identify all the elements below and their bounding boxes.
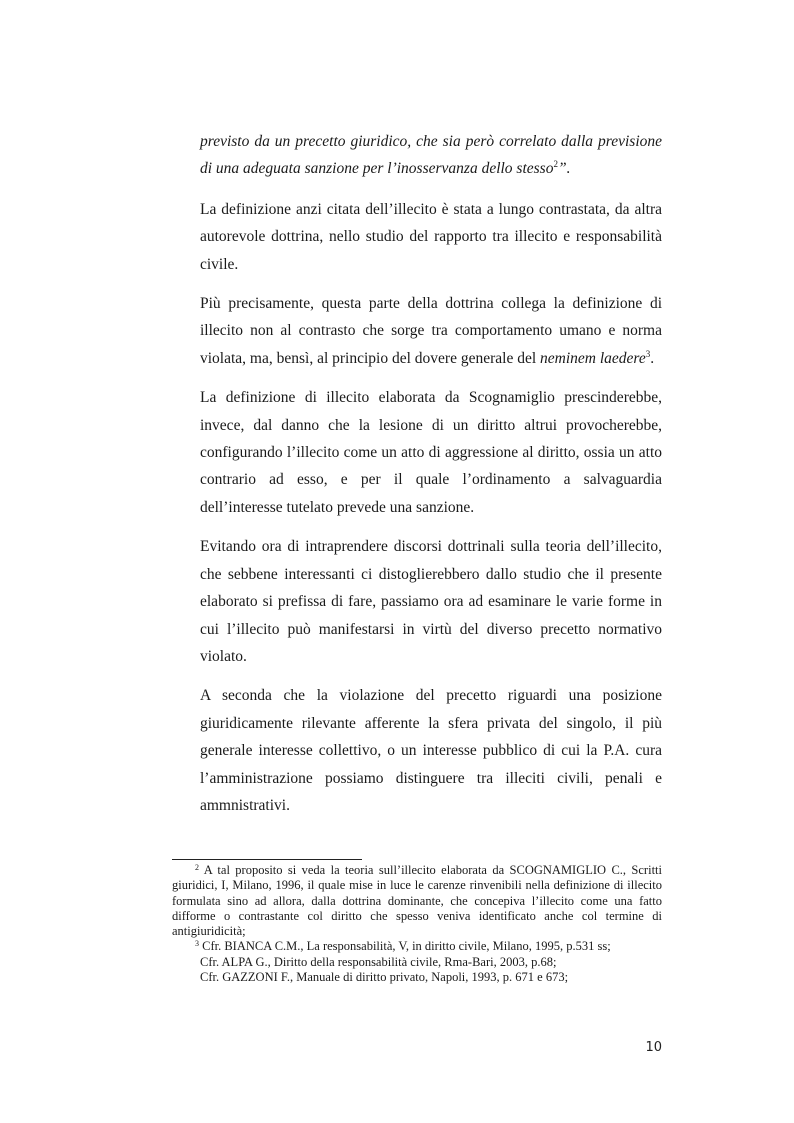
paragraph-1 (200, 128, 662, 183)
paragraph-3 (200, 290, 662, 372)
paragraph-6: A seconda che la violazione del precetto riguardi una posizione giuridicamente rilevante afferente la sfera privata del singolo, il più generale interesse collettivo, o un interesse pubblico di cui la P.A. cura l’amministrazione possiamo distinguere tra illeciti civili, penali e ammnistrativi. (200, 687, 662, 814)
footnote-ref-3[interactable]: 3 (645, 348, 651, 359)
body-text (200, 128, 662, 831)
footnotes (172, 863, 662, 985)
paragraph-4: La definizione di illecito elaborata da Scognamiglio prescinderebbe, invece, dal danno che la lesione di un diritto altrui provocherebbe, configurando l’illecito come un atto di aggressione al diritto, ossia un atto contrario ad esso, e per il quale l’ordinamento a salvaguardia dell’interesse tutelato prevede una sanzione. (200, 389, 662, 516)
paragraph-2: La definizione anzi citata dell’illecito è stata a lungo contrastata, da altra autorevole dottrina, nello studio del rapporto tra illecito e responsabilità civile. (200, 200, 662, 273)
paragraph-3-end: . (650, 349, 655, 367)
footnote-2-text: A tal proposito si veda la teoria sull’illecito elaborata da SCOGNAMIGLIO C., Scritti giuridici, I, Milano, 1996, il quale mise in luce le carenze rinvenibili nella definizione di illecito formulata sino ad allora, dalla dottrina dominante, che concepiva l’illecito come una fatto difforme o contrastante col diritto che spesso veniva identificato anche col termine di antigiuridicità; (172, 863, 662, 939)
quotation-text: previsto da un precetto giuridico, che sia però correlato dalla previsione di una adeguata sanzione per l’inosservanza dello stesso (200, 133, 662, 178)
footnote-3-line-2: Cfr. ALPA G., Diritto della responsabilità civile, Rma-Bari, 2003, p.68; (200, 954, 557, 969)
latin-term: neminem laedere (540, 349, 646, 367)
footnote-3-line-3: Cfr. GAZZONI F., Manuale di diritto privato, Napoli, 1993, p. 671 e 673; (200, 970, 569, 985)
footnote-2-number: 2 (195, 863, 199, 872)
paragraph-3-text: Più precisamente, questa parte della dottrina collega la definizione di illecito non al contrasto che sorge tra comportamento umano e norma violata, ma, bensì, al principio del dovere generale del (200, 295, 662, 367)
footnote-separator (172, 859, 362, 860)
footnote-ref-2[interactable]: 2 (553, 159, 558, 170)
footnote-2 (172, 863, 662, 939)
page-number: 10 (645, 1040, 662, 1055)
quotation-end: ”. (557, 160, 571, 178)
paragraph-5: Evitando ora di intraprendere discorsi dottrinali sulla teoria dell’illecito, che sebbene interessanti ci distoglierebbero dallo studio che il presente elaborato si prefissa di fare, passiamo ora ad esaminare le varie forme in cui l’illecito può manifestarsi in virtù del diverso precetto normativo violato. (200, 538, 662, 665)
footnote-3 (172, 939, 662, 954)
footnote-3-line-1: Cfr. BIANCA C.M., La responsabilità, V, in diritto civile, Milano, 1995, p.531 ss; (199, 939, 611, 954)
footnote-3-number: 3 (195, 939, 199, 949)
